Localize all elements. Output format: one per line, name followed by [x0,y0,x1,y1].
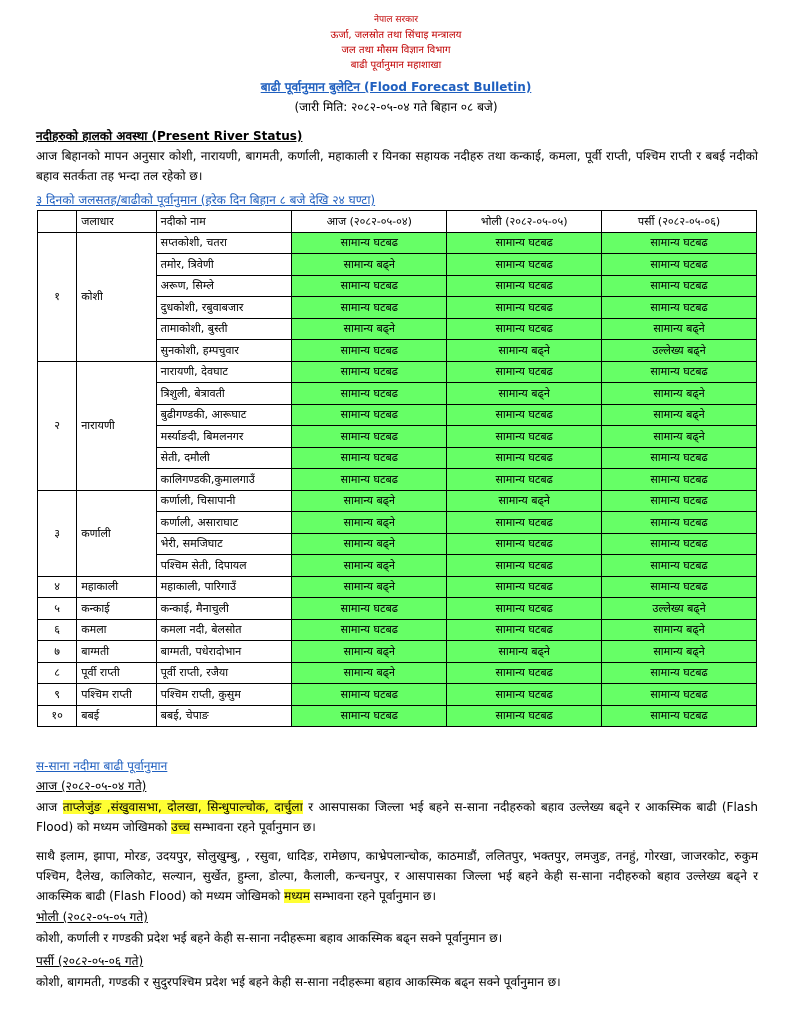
issue-date: (जारी मिति: २०८२-०५-०४ गते बिहान ०८ बजे) [294,100,498,114]
table-row [38,684,757,706]
forecast-cell-dayafter: सामान्य घटबढ [602,533,757,555]
basin-number-cell: ६ [38,619,77,641]
river-station-cell: कर्णाली, असाराघाट [156,512,292,534]
river-station-cell: कालिगण्डकी,कुमालगाउँ [156,469,292,491]
forecast-cell-dayafter: उल्लेख्य बढ्ने [602,340,757,362]
forecast-cell-tomorrow: सामान्य घटबढ [447,598,602,620]
basin-name-cell: कोशी [77,232,156,361]
forecast-cell-today: सामान्य घटबढ [292,297,447,319]
forecast-cell-today: सामान्य घटबढ [292,426,447,448]
forecast-cell-dayafter: उल्लेख्य बढ्ने [602,598,757,620]
header-cell-dayafter: पर्सी (२०८२-०५-०६) [602,211,757,233]
forecast-cell-today: सामान्य बढ्ने [292,555,447,577]
forecast-cell-tomorrow: सामान्य घटबढ [447,469,602,491]
header-cell-river: नदीको नाम [156,211,292,233]
today-p2-text-a: साथै इलाम, झापा, मोरङ, उदयपुर, सोलुखुम्बु, , रसुवा, धादिङ, रामेछाप, काभ्रेपलान्चोक, काठमाडौं, ललितपुर, भक्तपुर, लमजुङ, तनहुं, गोरखा, जाजरकोट, रुकुम पश्चिम, दैलेख, कालिकोट, सल्यान, सुर्खेत, हुम्ला, डोल्पा, कैलाली, कन्चनपुर, र आसपासका जिल्ला भई बहने केही स-साना नदीहरुको बहाव उल्लेख्य बढ्ने र आकस्मिक बाढी (Flash Flood) को मध्यम जोखिमको [36,849,758,903]
forecast-cell-tomorrow: सामान्य घटबढ [447,254,602,276]
forecast-cell-today: सामान्य बढ्ने [292,576,447,598]
forecast-cell-tomorrow: सामान्य घटबढ [447,232,602,254]
forecast-cell-tomorrow: सामान्य घटबढ [447,404,602,426]
forecast-cell-tomorrow: सामान्य घटबढ [447,555,602,577]
table-row [38,705,757,727]
basin-number-cell: १ [38,232,77,361]
forecast-cell-today: सामान्य बढ्ने [292,318,447,340]
today-p1-text-c: सम्भावना रहने पूर्वानुमान छ। [189,820,316,834]
forecast-cell-today: सामान्य घटबढ [292,340,447,362]
org-line-ministry: ऊर्जा, जलस्रोत तथा सिंचाइ मन्त्रालय [330,30,462,41]
forecast-cell-tomorrow: सामान्य घटबढ [447,662,602,684]
river-station-cell: भेरी, समजिघाट [156,533,292,555]
river-station-cell: तमोर, त्रिवेणी [156,254,292,276]
forecast-cell-dayafter: सामान्य घटबढ [602,254,757,276]
river-station-cell: मर्स्याङदी, बिमलनगर [156,426,292,448]
org-line-division: बाढी पूर्वानुमान महाशाखा [350,60,442,71]
tomorrow-text: कोशी, कर्णाली र गण्डकी प्रदेश भई बहने केही स-साना नदीहरूमा बहाव आकस्मिक बढ्न सक्ने पूर्वानुमान छ। [36,931,503,945]
river-station-cell: बबई, चेपाङ [156,705,292,727]
forecast-cell-tomorrow: सामान्य घटबढ [447,512,602,534]
forecast-cell-tomorrow: सामान्य घटबढ [447,619,602,641]
table-row [38,598,757,620]
header-cell-num [38,211,77,233]
header-cell-basin: जलाधार [77,211,156,233]
table-row [38,662,757,684]
dayafter-text: कोशी, बागमती, गण्डकी र सुदुरपश्चिम प्रदेश भई बहने केही स-साना नदीहरूमा बहाव आकस्मिक बढ्न सक्ने पूर्वानुमान छ। [36,975,561,989]
today-p1-text-b: र आसपासका जिल्ला भई बहने स-साना नदीहरुको बहाव उल्लेख्य बढ्ने र आकस्मिक बाढी (Flash Flood) को मध्यम जोखिमको [36,800,758,834]
basin-number-cell: ४ [38,576,77,598]
forecast-cell-tomorrow: सामान्य घटबढ [447,318,602,340]
river-station-cell: दुधकोशी, रबुवाबजार [156,297,292,319]
forecast-cell-tomorrow: सामान्य घटबढ [447,705,602,727]
bulletin-title: बाढी पूर्वानुमान बुलेटिन (Flood Forecast Bulletin) [260,80,532,94]
forecast-table-header [38,211,757,233]
forecast-cell-today: सामान्य बढ्ने [292,512,447,534]
forecast-cell-today: सामान्य घटबढ [292,619,447,641]
river-status-text: आज बिहानको मापन अनुसार कोशी, नारायणी, बागमती, कर्णाली, महाकाली र यिनका सहायक नदीहरु तथा कन्काई, कमला, पूर्वी राप्ती, पश्चिम राप्ती र बबई नदीको बहाव सतर्कता तह भन्दा तल रहेको छ। [36,149,758,183]
river-status-heading: नदीहरुको हालको अवस्था (Present River Status) [36,129,303,143]
forecast-cell-dayafter: सामान्य घटबढ [602,232,757,254]
river-station-cell: सेती, दमौली [156,447,292,469]
forecast-cell-tomorrow: सामान्य घटबढ [447,426,602,448]
forecast-cell-dayafter: सामान्य घटबढ [602,555,757,577]
river-station-cell: नारायणी, देवघाट [156,361,292,383]
river-station-cell: तामाकोशी, बुस्ती [156,318,292,340]
org-line-department: जल तथा मौसम विज्ञान विभाग [341,45,451,56]
today-p2-text-b: सम्भावना रहने पूर्वानुमान छ। [309,889,436,903]
header-cell-tomorrow: भोली (२०८२-०५-०५) [447,211,602,233]
forecast-cell-dayafter: सामान्य घटबढ [602,576,757,598]
forecast-cell-today: सामान्य घटबढ [292,684,447,706]
forecast-cell-dayafter: सामान्य बढ्ने [602,318,757,340]
today-paragraph-1 [36,797,758,837]
today-p2-highlight-level: मध्यम [284,889,310,903]
basin-number-cell: ८ [38,662,77,684]
forecast-cell-tomorrow: सामान्य घटबढ [447,297,602,319]
river-station-cell: पश्चिम राप्ती, कुसुम [156,684,292,706]
river-station-cell: कन्काई, मैनाचुली [156,598,292,620]
forecast-cell-dayafter: सामान्य घटबढ [602,684,757,706]
river-station-cell: पूर्वी राप्ती, रजैया [156,662,292,684]
forecast-cell-dayafter: सामान्य बढ्ने [602,641,757,663]
today-p1-highlight-districts: ताप्लेजुंङ ,संखुवासभा, दोलखा, सिन्धुपाल्चोक, दार्चुला [62,800,303,814]
forecast-cell-dayafter: सामान्य घटबढ [602,469,757,491]
forecast-cell-today: सामान्य घटबढ [292,383,447,405]
forecast-cell-tomorrow: सामान्य बढ्ने [447,383,602,405]
basin-number-cell: ३ [38,490,77,576]
basin-name-cell: बाग्मती [77,641,156,663]
forecast-cell-tomorrow: सामान्य घटबढ [447,275,602,297]
forecast-cell-tomorrow: सामान्य बढ्ने [447,641,602,663]
basin-name-cell: नारायणी [77,361,156,490]
dayafter-label: पर्सी (२०८२-०५-०६ गते) [36,954,144,968]
forecast-cell-today: सामान्य घटबढ [292,361,447,383]
forecast-cell-today: सामान्य बढ्ने [292,254,447,276]
forecast-cell-today: सामान्य बढ्ने [292,641,447,663]
river-station-cell: कर्णाली, चिसापानी [156,490,292,512]
forecast-cell-tomorrow: सामान्य बढ्ने [447,340,602,362]
river-station-cell: अरूण, सिम्ले [156,275,292,297]
river-station-cell: महाकाली, पारिगाउँ [156,576,292,598]
basin-number-cell: ५ [38,598,77,620]
forecast-heading: ३ दिनको जलसतह/बाढीको पूर्वानुमान (हरेक दिन बिहान ८ बजे देखि २४ घण्टा) [36,193,376,207]
river-station-cell: पश्चिम सेती, दिपायल [156,555,292,577]
table-row [38,361,757,383]
forecast-cell-tomorrow: सामान्य बढ्ने [447,490,602,512]
forecast-cell-today: सामान्य बढ्ने [292,490,447,512]
basin-name-cell: कमला [77,619,156,641]
today-p1-highlight-level: उच्च [171,820,190,834]
forecast-cell-tomorrow: सामान्य घटबढ [447,361,602,383]
basin-name-cell: कर्णाली [77,490,156,576]
forecast-cell-tomorrow: सामान्य घटबढ [447,533,602,555]
forecast-cell-today: सामान्य घटबढ [292,598,447,620]
forecast-cell-dayafter: सामान्य घटबढ [602,662,757,684]
tomorrow-label: भोली (२०८२-०५-०५ गते) [36,910,148,924]
forecast-cell-dayafter: सामान्य घटबढ [602,297,757,319]
basin-number-cell: २ [38,361,77,490]
forecast-cell-today: सामान्य घटबढ [292,469,447,491]
forecast-cell-today: सामान्य बढ्ने [292,533,447,555]
river-station-cell: कमला नदी, बेलसोत [156,619,292,641]
river-station-cell: बाग्मती, पधेरादोभान [156,641,292,663]
table-row [38,576,757,598]
forecast-cell-today: सामान्य घटबढ [292,447,447,469]
today-paragraph-2 [36,846,758,906]
forecast-cell-dayafter: सामान्य घटबढ [602,447,757,469]
forecast-cell-today: सामान्य घटबढ [292,404,447,426]
river-station-cell: त्रिशुली, बेत्रावती [156,383,292,405]
river-station-cell: बुढीगण्डकी, आरूघाट [156,404,292,426]
river-station-cell: सुनकोशी, हम्पचुवार [156,340,292,362]
forecast-cell-dayafter: सामान्य बढ्ने [602,383,757,405]
river-station-cell: सप्तकोशी, चतरा [156,232,292,254]
forecast-table-body [38,232,757,727]
basin-name-cell: बबई [77,705,156,727]
forecast-cell-tomorrow: सामान्य घटबढ [447,576,602,598]
basin-number-cell: १० [38,705,77,727]
basin-number-cell: ९ [38,684,77,706]
forecast-cell-dayafter: सामान्य बढ्ने [602,404,757,426]
org-line-government: नेपाल सरकार [373,15,419,25]
today-p1-text-a: आज [36,800,63,814]
table-row [38,641,757,663]
forecast-cell-dayafter: सामान्य बढ्ने [602,426,757,448]
basin-name-cell: पूर्वी राप्ती [77,662,156,684]
forecast-cell-today: सामान्य घटबढ [292,275,447,297]
table-row [38,619,757,641]
header-cell-today: आज (२०८२-०५-०४) [292,211,447,233]
small-rivers-heading: स-साना नदीमा बाढी पूर्वानुमान [36,759,168,773]
table-row [38,232,757,254]
forecast-cell-dayafter: सामान्य घटबढ [602,275,757,297]
basin-name-cell: कन्काई [77,598,156,620]
forecast-cell-dayafter: सामान्य बढ्ने [602,619,757,641]
basin-name-cell: महाकाली [77,576,156,598]
forecast-cell-tomorrow: सामान्य घटबढ [447,447,602,469]
forecast-cell-dayafter: सामान्य घटबढ [602,705,757,727]
basin-name-cell: पश्चिम राप्ती [77,684,156,706]
basin-number-cell: ७ [38,641,77,663]
forecast-cell-dayafter: सामान्य घटबढ [602,490,757,512]
forecast-cell-dayafter: सामान्य घटबढ [602,361,757,383]
forecast-table [37,210,757,727]
forecast-cell-today: सामान्य घटबढ [292,705,447,727]
forecast-cell-tomorrow: सामान्य घटबढ [447,684,602,706]
today-label: आज (२०८२-०५-०४ गते) [36,779,147,793]
forecast-cell-today: सामान्य घटबढ [292,232,447,254]
forecast-cell-dayafter: सामान्य घटबढ [602,512,757,534]
table-row [38,490,757,512]
forecast-cell-today: सामान्य बढ्ने [292,662,447,684]
